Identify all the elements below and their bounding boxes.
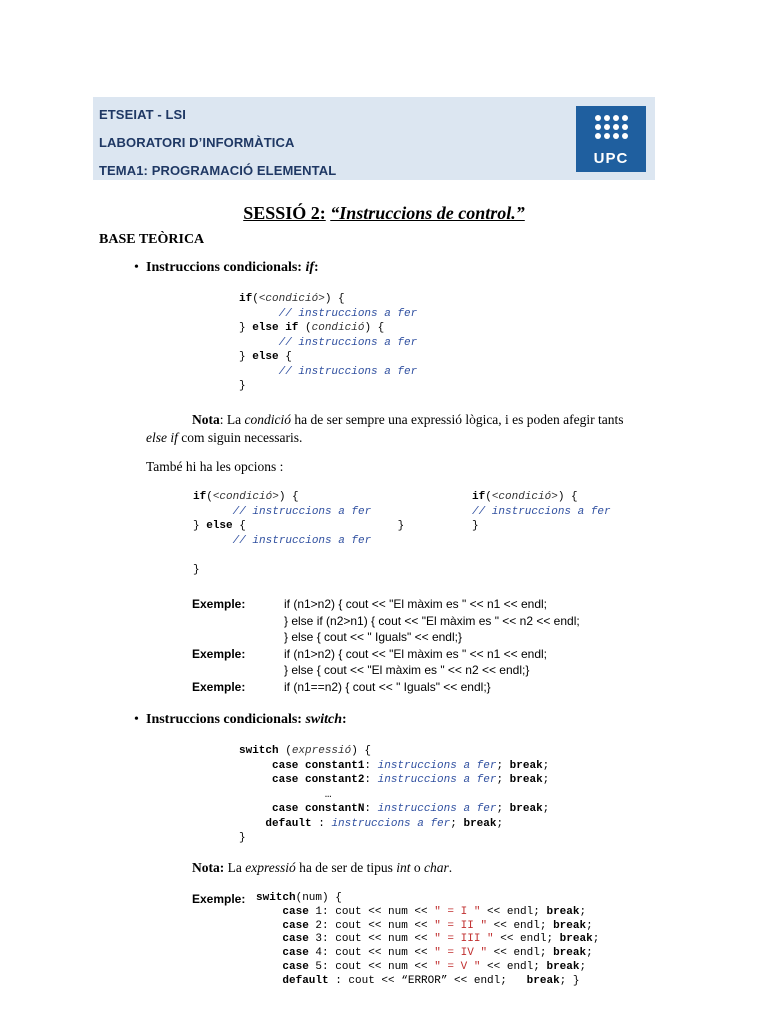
code-token: default [239,817,312,830]
example-label: Exemple: [192,680,246,694]
code-token: case [256,905,309,918]
code-line [193,563,404,578]
note-end: . [448,860,453,875]
logo-text: UPC [593,150,629,167]
code-token: ; [496,759,504,772]
logo-dot [595,133,601,139]
switch-bullet-keyword: switch [305,712,343,727]
code-token: if [239,293,253,305]
logo-dot [622,124,628,130]
code-token: break [503,759,543,772]
if-examples [192,596,712,698]
header-lab: LABORATORI D’INFORMÀTICA [99,135,295,150]
code-token: } [472,520,479,532]
logo-dot [622,133,628,139]
code-token: // instruccions a fer [239,336,418,349]
code-token: else [252,351,279,363]
example-line: if (n1>n2) { cout << "El màxim es " << n1 << endl; [284,646,548,661]
code-token: if [193,491,207,503]
session-title [0,203,768,224]
code-token: " = V " [434,960,481,973]
code-token: break [553,947,587,960]
switch-example-label: Exemple: [192,892,246,906]
code-token: break [559,933,593,946]
code-token: break [503,803,543,815]
code-token: // instruccions a fer [193,505,372,518]
code-token: break [503,774,543,786]
code-token: << endl; [487,947,554,960]
logo-dot [595,124,601,130]
switch-bullet-label: Instruccions condicionals: [146,712,302,727]
note-italic: condició [244,412,291,427]
code-token: } [239,322,253,334]
switch-code-block [239,744,549,846]
code-token: else [206,520,233,532]
code-token: // instruccions a fer [472,505,611,518]
code-token: : [311,817,332,830]
title-session: SESSIÓ 2: [243,203,326,223]
code-line [193,490,404,505]
code-token: ; [496,774,504,786]
if-bullet [134,260,319,276]
logo-dot [613,133,619,139]
note-line2-text: com siguin necessaris. [177,430,303,445]
code-token: instruccions a fer [377,774,497,786]
code-token: ) { [278,491,299,503]
code-token: } [193,520,207,532]
code-line [239,379,417,394]
code-token: // instruccions a fer [239,365,418,378]
code-line [239,773,549,788]
if-code-block [239,292,417,394]
note-line2-italic: else if [146,430,178,445]
logo-dot [622,115,628,121]
note-italic: expressió [245,860,296,875]
if-bullet-suffix: : [314,260,319,275]
code-token: switch [256,892,296,904]
code-token: ( [298,322,312,334]
code-token: ; } [559,974,580,987]
note-int: int [396,860,411,875]
code-line [239,321,417,336]
code-line [239,365,417,380]
code-token: << endl; [493,933,560,946]
code-token: ; [586,947,593,960]
code-line [256,961,599,975]
code-token: ) { [364,322,385,334]
code-token: break [520,974,560,987]
code-token: { [278,351,292,363]
code-line [472,519,611,534]
code-line [193,548,404,563]
base-teorica-heading: BASE TEÒRICA [99,232,205,247]
switch-bullet-suffix: : [342,712,347,727]
code-token: ( [206,491,213,503]
note-o: o [410,860,424,875]
if-note [192,411,662,429]
title-subject: “Instruccions de control.” [330,203,525,223]
code-token: if [472,491,486,503]
code-token: } [193,563,200,576]
logo-dot [604,124,610,130]
code-token: ; [542,803,550,815]
code-token: ; [496,803,504,815]
code-line [239,802,549,817]
code-token: <condició> [258,293,325,305]
example-line: if (n1==n2) { cout << " Iguals" << endl;} [284,680,491,694]
code-line [239,744,549,759]
note-label: Nota: [192,860,225,875]
example-label: Exemple: [192,597,246,611]
code-token: case [256,933,309,946]
code-token: expressió [291,745,352,757]
code-line [239,350,417,365]
code-token: <condició> [212,491,279,503]
code-token: ( [278,745,292,757]
code-line [256,947,599,961]
code-token: " = I " [434,905,481,918]
code-token: case [256,960,309,973]
switch-example-code [256,892,599,989]
note-label: Nota [192,412,220,427]
code-line [472,505,611,520]
logo-dot [604,115,610,121]
code-token: 2: cout << num << [308,919,435,932]
example-line: } else if (n2>n1) { cout << "El màxim es " << n2 << endl; [284,613,580,628]
code-token: ( [252,293,259,305]
example-line: if (n1>n2) { cout << "El màxim es " << n1 << endl; [284,597,548,611]
code-token: " = IV " [434,947,488,960]
header-school: ETSEIAT - LSI [99,107,187,122]
code-token: : cout << “ERROR” << endl; [328,974,521,987]
code-token: ; [579,905,587,918]
logo-dot [613,115,619,121]
code-token: break [546,905,580,918]
code-token: : [364,803,378,815]
bullet-dot: • [134,712,139,727]
code-token: : [364,774,378,786]
code-token: ; [579,960,587,973]
code-token: << endl; [480,905,547,918]
code-line [256,892,599,906]
code-token: ; [450,817,457,830]
code-token: break [456,817,497,830]
code-token: case constant1 [239,759,365,772]
bullet-dot: • [134,260,139,275]
code-token: ) { [557,491,578,503]
code-token: else if [252,322,299,334]
code-token: ) { [351,745,372,757]
switch-note [192,859,452,877]
code-token: ; [496,817,504,830]
code-token: instruccions a fer [377,803,497,815]
code-token: } [239,832,246,844]
code-token: : [364,759,378,772]
code-line [256,906,599,920]
code-token: break [546,960,580,973]
code-token: condició [311,322,365,334]
code-token: ; [542,759,550,772]
code-token: instruccions a fer [377,759,497,772]
code-token: // instruccions a fer [239,307,418,320]
note-char: char [424,860,449,875]
if-bullet-keyword: if [305,260,315,275]
code-token: … [239,788,332,801]
logo-dot [595,115,601,121]
code-line [239,788,549,803]
code-line [239,292,417,307]
logo-dot [613,124,619,130]
code-token: ; [586,919,593,932]
code-line [239,307,417,322]
code-token: ) { [324,293,345,305]
code-token: (num) { [295,892,342,904]
code-line [472,490,611,505]
code-token: << endl; [480,960,547,973]
upc-logo [576,106,646,172]
switch-bullet [134,712,347,728]
if-note-line2 [146,429,302,447]
code-token: default [256,974,329,987]
header-topic: TEMA1: PROGRAMACIÓ ELEMENTAL [99,163,337,178]
code-token: case constant2 [239,774,365,786]
code-line [193,505,404,520]
example-line: } else { cout << " Iguals" << endl;} [284,630,462,645]
code-token: instruccions a fer [331,817,451,830]
code-token: 3: cout << num << [308,933,435,946]
code-token: case [256,919,309,932]
code-line [256,975,599,989]
code-line [193,519,404,534]
document-header [93,97,655,180]
code-token: " = II " [434,919,488,932]
code-token: ; [592,933,600,946]
code-token: 5: cout << num << [308,960,435,973]
code-line [193,534,404,549]
code-token: } [239,351,253,363]
code-line [239,817,549,832]
code-token: break [553,919,587,932]
if-option-left-code [193,490,404,577]
example-line: } else { cout << "El màxim es " << n2 << endl;} [284,663,530,678]
example-label: Exemple: [192,646,246,661]
code-token: case [256,947,309,960]
code-line [256,920,599,934]
code-token: { } [232,520,405,532]
note-text-2: ha de ser de tipus [295,860,397,875]
note-text: : La [219,412,245,427]
code-token: " = III " [434,933,494,946]
code-line [256,933,599,947]
code-token: } [239,380,246,392]
code-token: 4: cout << num << [308,947,435,960]
logo-dot [604,133,610,139]
code-token: 1: cout << num << [308,905,435,918]
code-line [239,759,549,774]
code-token: ; [542,774,550,786]
options-text: També hi ha les opcions : [146,459,284,474]
if-option-right-code [472,490,611,534]
code-line [239,831,549,846]
note-text: La [224,860,246,875]
code-token: ( [485,491,492,503]
code-token: case constantN [239,803,365,815]
if-bullet-label: Instruccions condicionals: [146,260,302,275]
code-token: switch [239,745,279,757]
code-token: <condició> [491,491,558,503]
code-token: // instruccions a fer [193,534,372,547]
code-line [239,336,417,351]
code-token: << endl; [487,919,554,932]
note-text-2: ha de ser sempre una expressió lògica, i es poden afegir tants [291,412,624,427]
